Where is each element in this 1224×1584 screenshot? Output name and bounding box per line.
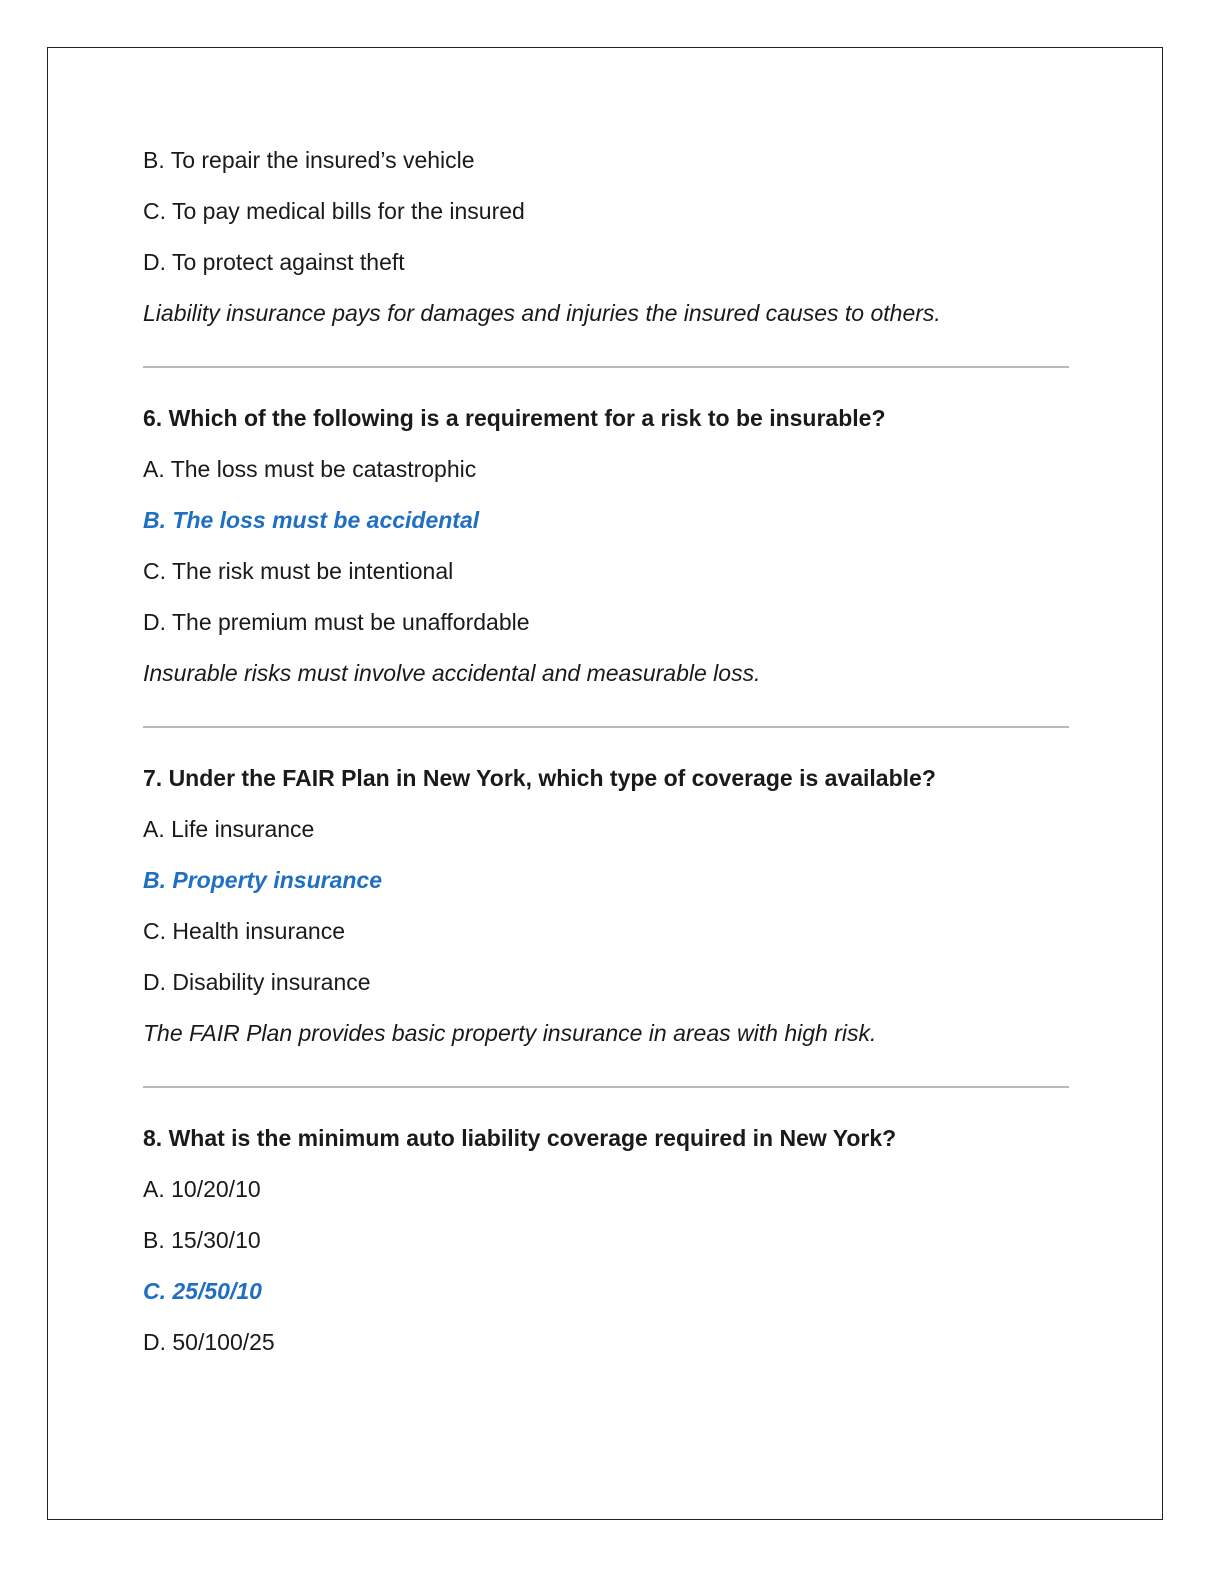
explanation: Insurable risks must involve accidental and measurable loss. bbox=[143, 660, 761, 686]
question-text: 8. What is the minimum auto liability coverage required in New York? bbox=[143, 1125, 897, 1151]
option-a: A. The loss must be catastrophic bbox=[143, 456, 477, 482]
option-d: D. 50/100/25 bbox=[143, 1329, 275, 1355]
correct-option-c: C. 25/50/10 bbox=[143, 1278, 262, 1304]
option-c: C. The risk must be intentional bbox=[143, 558, 454, 584]
option-c: C. Health insurance bbox=[143, 918, 345, 944]
option-d: D. Disability insurance bbox=[143, 969, 371, 995]
divider bbox=[143, 366, 1069, 368]
question-block-6 bbox=[143, 398, 1073, 704]
divider bbox=[143, 1086, 1069, 1088]
question-block-7 bbox=[143, 758, 1073, 1064]
option-b: B. 15/30/10 bbox=[143, 1227, 261, 1253]
question-text: 6. Which of the following is a requirement for a risk to be insurable? bbox=[143, 405, 886, 431]
correct-option-b: B. Property insurance bbox=[143, 867, 383, 893]
explanation: Liability insurance pays for damages and injuries the insured causes to others. bbox=[143, 300, 941, 326]
option-d: D. To protect against theft bbox=[143, 249, 405, 275]
option-c: C. To pay medical bills for the insured bbox=[143, 198, 525, 224]
correct-option-b: B. The loss must be accidental bbox=[143, 507, 480, 533]
option-d: D. The premium must be unaffordable bbox=[143, 609, 530, 635]
question-block-8 bbox=[143, 1118, 1073, 1373]
question-text: 7. Under the FAIR Plan in New York, which type of coverage is available? bbox=[143, 765, 936, 791]
explanation: The FAIR Plan provides basic property insurance in areas with high risk. bbox=[143, 1020, 877, 1046]
option-a: A. 10/20/10 bbox=[143, 1176, 261, 1202]
quiz-content bbox=[143, 140, 1073, 1373]
option-a: A. Life insurance bbox=[143, 816, 315, 842]
question-block-continued bbox=[143, 140, 1073, 344]
option-b: B. To repair the insured’s vehicle bbox=[143, 147, 475, 173]
divider bbox=[143, 726, 1069, 728]
